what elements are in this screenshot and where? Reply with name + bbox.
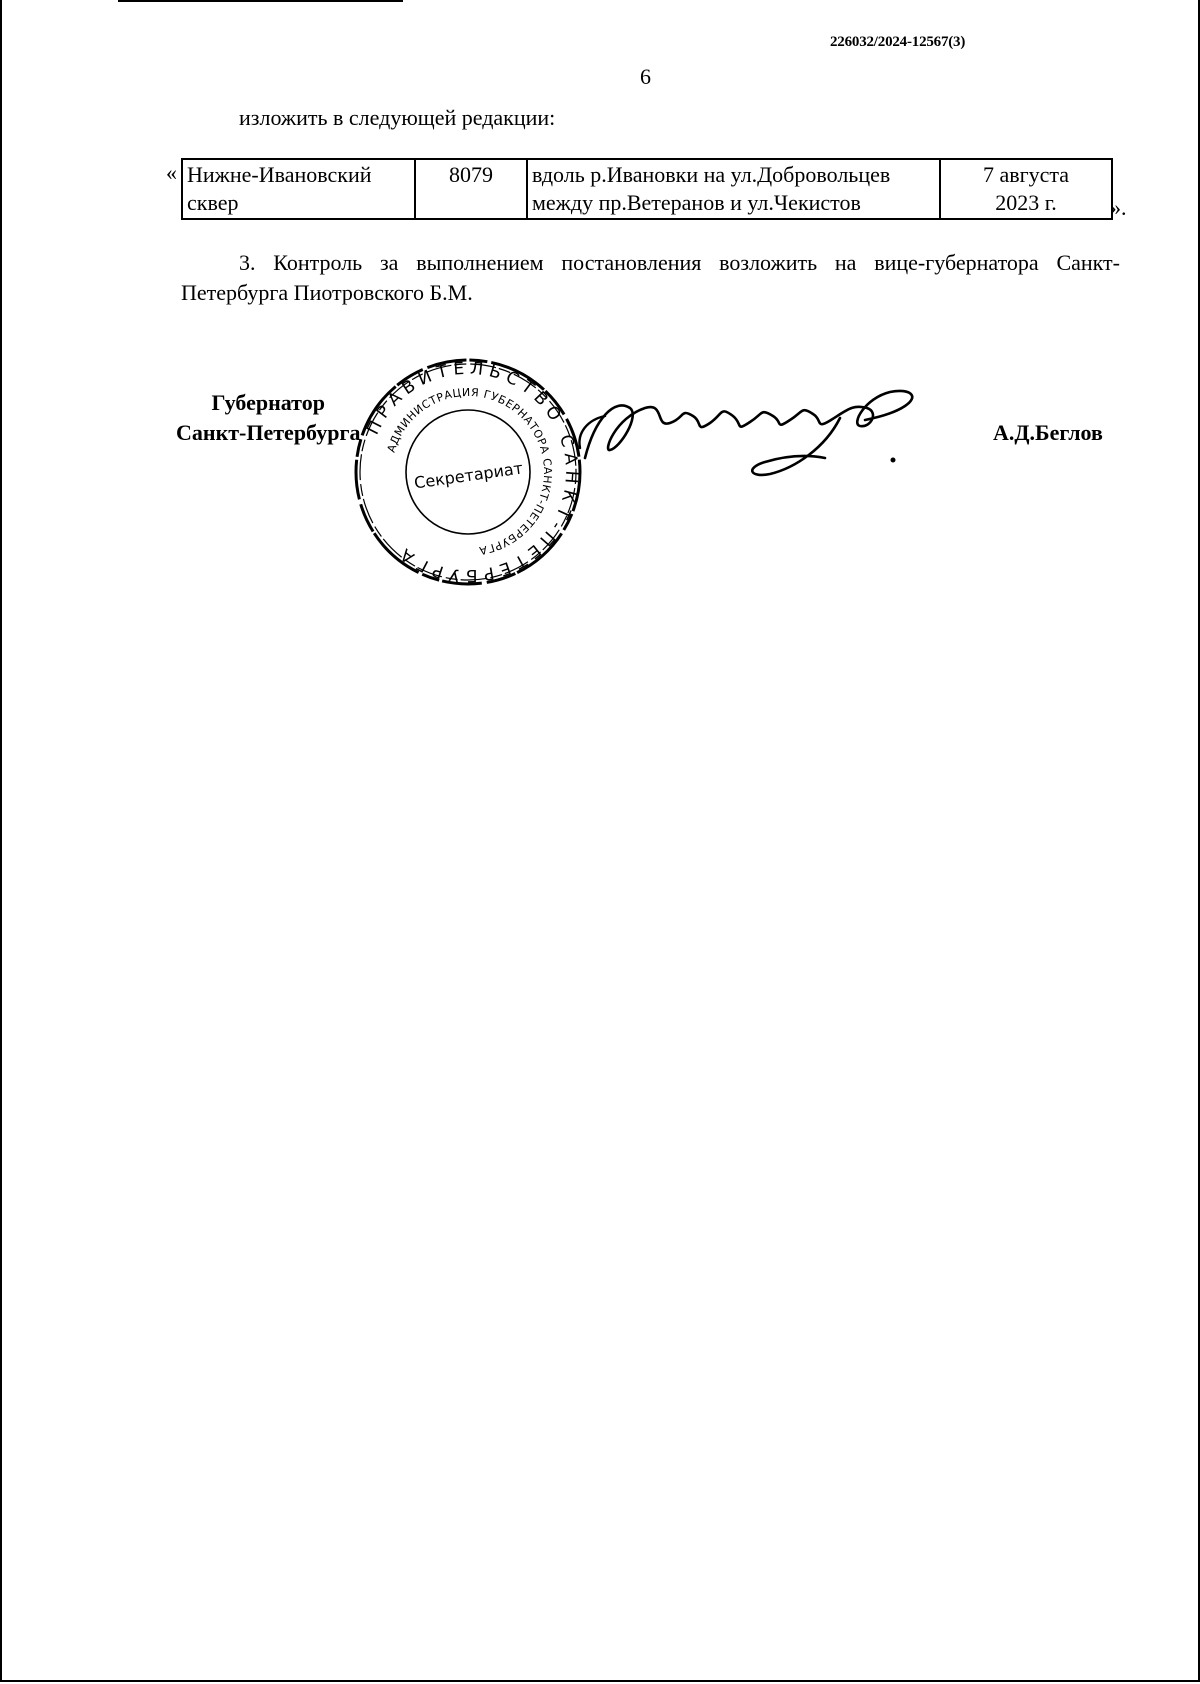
signer-title-line-2: Санкт-Петербурга bbox=[176, 420, 361, 445]
stamp-inner-text: АДМИНИСТРАЦИЯ ГУБЕРНАТОРА САНКТ-ПЕТЕРБУРГА bbox=[384, 385, 555, 558]
cell-date bbox=[940, 159, 1112, 219]
signer-name: А.Д.Беглов bbox=[993, 420, 1103, 445]
cell-name: Нижне-Ивановский сквер bbox=[182, 159, 415, 219]
registration-number: 226032/2024-12567(3) bbox=[830, 34, 966, 50]
top-edge-line bbox=[118, 0, 403, 2]
scan-edge-marks bbox=[1192, 0, 1200, 1684]
opening-quote: « bbox=[166, 160, 177, 185]
cell-number: 8079 bbox=[415, 159, 527, 219]
table-row bbox=[182, 159, 1112, 219]
paragraph-3 bbox=[181, 248, 1120, 308]
stamp-outer-text: ПРАВИТЕЛЬСТВО САНКТ-ПЕТЕРБУРГА bbox=[363, 358, 582, 586]
stamp-center-text: Секретариат bbox=[412, 458, 525, 493]
handwritten-signature bbox=[575, 378, 955, 488]
official-seal-stamp bbox=[352, 356, 584, 588]
date-line-2: 2023 г. bbox=[995, 190, 1057, 215]
paragraph-3-text: 3. Контроль за выполнением постановления возложить на вице-губернатора Санкт-Петербурга Пиотровского Б.М. bbox=[181, 250, 1120, 305]
signer-title bbox=[176, 388, 360, 448]
date-line-1: 7 августа bbox=[982, 162, 1070, 187]
signer-title-line-1: Губернатор bbox=[211, 390, 325, 415]
closing-quote: ». bbox=[1110, 195, 1127, 220]
page-number: 6 bbox=[640, 64, 651, 89]
cell-location: вдоль р.Ивановки на ул.Добровольцев между пр.Ветеранов и ул.Чекистов bbox=[527, 159, 940, 219]
intro-text: изложить в следующей редакции: bbox=[239, 105, 556, 130]
amendment-table bbox=[181, 158, 1113, 220]
